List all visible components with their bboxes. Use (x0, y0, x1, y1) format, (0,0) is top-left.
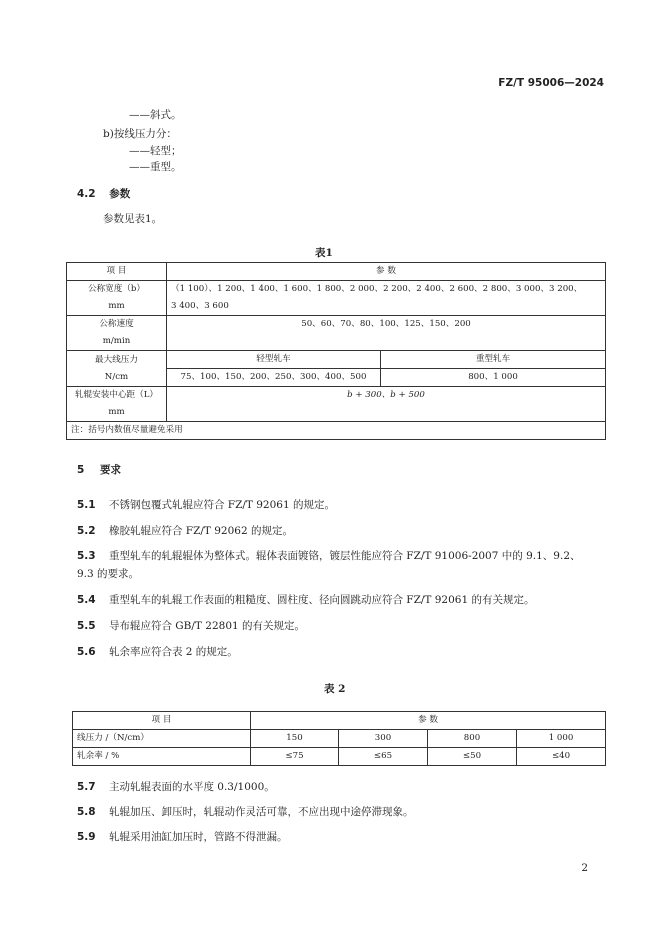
table-header-param: 参 数 (167, 263, 606, 281)
table-cell: ≤40 (517, 748, 606, 766)
section-title: 参数 (109, 188, 131, 200)
table-row (67, 316, 606, 351)
table-row (73, 712, 606, 730)
label-line: 公称速度 (99, 319, 134, 329)
clause-5-9 (77, 829, 287, 844)
table-cell: 150 (251, 730, 339, 748)
label-line: 轧辊安装中心距（L） (74, 390, 159, 400)
label-unit: N/cm (104, 371, 129, 382)
list-item-oblique: ——斜式。 (129, 109, 182, 121)
table-row (73, 748, 606, 766)
clause-text: 导布辊应符合 GB/T 22801 的有关规定。 (108, 620, 306, 632)
section-number: 4.2 (77, 188, 96, 200)
table-cell: ≤50 (428, 748, 517, 766)
row-label-pressure: 线压力 /（N/cm） (73, 730, 251, 748)
row-label-residue: 轧余率 / % (73, 748, 251, 766)
clause-text: 重型轧车的轧辊工作表面的粗糙度、圆柱度、径向圆跳动应符合 FZ/T 92061 的有关规定。 (108, 594, 535, 606)
label-unit: mm (108, 301, 125, 311)
clause-number: 5.3 (77, 550, 96, 562)
table-row (67, 281, 606, 316)
table-row (67, 387, 606, 422)
clause-text: 不锈钢包覆式轧辊应符合 FZ/T 92061 的规定。 (108, 499, 335, 511)
clause-number: 5.8 (77, 806, 96, 818)
clause-5-3 (77, 548, 581, 563)
clause-number: 5.7 (77, 781, 96, 793)
clause-5-6 (77, 644, 238, 659)
clause-text: 轧余率应符合表 2 的规定。 (108, 646, 238, 658)
light-roller-head: 轻型轧车 (167, 351, 381, 369)
clause-5-1 (77, 497, 335, 512)
table-cell: ≤65 (339, 748, 428, 766)
clause-5-4 (77, 592, 535, 607)
list-subheading-b: b)按线压力分： (103, 128, 177, 140)
value-line: 3 400、3 600 (171, 301, 229, 311)
label-line: 公称宽度（b） (87, 284, 146, 294)
label-unit: m/min (102, 336, 131, 346)
table-header-item: 项 目 (67, 263, 167, 281)
standard-number: FZ/T 95006—2024 (498, 77, 604, 89)
table-header-param: 参 数 (251, 712, 606, 730)
row-value-width (167, 281, 606, 316)
clause-5-7 (77, 779, 275, 794)
table-cell: 1 000 (517, 730, 606, 748)
table-row (67, 351, 606, 369)
clause-number: 5.5 (77, 620, 96, 632)
section-title: 要求 (99, 464, 121, 476)
clause-5-2 (77, 523, 293, 538)
table-cell: 800 (428, 730, 517, 748)
table1-caption: 表1 (315, 247, 333, 259)
light-roller-value: 75、100、150、200、250、300、400、500 (167, 369, 381, 387)
row-label-width (67, 281, 167, 316)
table1 (66, 262, 606, 440)
label-unit: mm (108, 407, 125, 417)
row-label-pressure (67, 351, 167, 387)
section-4-2-text: 参数见表1。 (103, 213, 163, 225)
label-line: 最大线压力 (95, 354, 138, 365)
clause-text: 轧辊采用油缸加压时，管路不得泄漏。 (108, 831, 288, 843)
section-5-heading (77, 462, 121, 477)
row-value-speed: 50、60、70、80、100、125、150、200 (167, 316, 606, 351)
section-number: 5 (77, 464, 85, 476)
value-line: （1 100）、1 200、1 400、1 600、1 800、2 000、2 200、2 400、2 600、2 800、3 000、3 200、 (171, 284, 583, 294)
table-row (73, 730, 606, 748)
section-4-2-heading (77, 186, 130, 201)
table2-caption: 表 2 (324, 683, 346, 695)
heavy-roller-value: 800、1 000 (381, 369, 606, 387)
clause-text: 重型轧车的轧辊辊体为整体式。辊体表面镀铬，镀层性能应符合 FZ/T 91006-2007 中的 9.1、9.2、 (108, 550, 581, 562)
list-item-light: ——轻型； (129, 145, 182, 157)
row-label-speed (67, 316, 167, 351)
table2 (72, 711, 606, 766)
clause-number: 5.4 (77, 594, 96, 606)
clause-5-3-continued: 9.3 的要求。 (77, 568, 140, 580)
table-row (67, 263, 606, 281)
clause-5-8 (77, 804, 413, 819)
row-label-distance (67, 387, 167, 422)
table1-note: 注：括号内数值尽量避免采用 (67, 422, 606, 440)
clause-number: 5.2 (77, 525, 96, 537)
clause-number: 5.9 (77, 831, 96, 843)
heavy-roller-head: 重型轧车 (381, 351, 606, 369)
table-row (67, 422, 606, 440)
table-cell: ≤75 (251, 748, 339, 766)
table-cell: 300 (339, 730, 428, 748)
list-item-heavy: ——重型。 (129, 161, 182, 173)
clause-number: 5.6 (77, 646, 96, 658)
clause-5-5 (77, 618, 305, 633)
clause-text: 轧辊加压、卸压时，轧辊动作灵活可靠，不应出现中途停滞现象。 (108, 806, 414, 818)
page-number: 2 (581, 862, 588, 874)
row-value-distance: b + 300、b + 500 (167, 387, 606, 422)
clause-text: 主动轧辊表面的水平度 0.3/1000。 (108, 781, 275, 793)
clause-text: 橡胶轧辊应符合 FZ/T 92062 的规定。 (108, 525, 293, 537)
table-header-item: 项 目 (73, 712, 251, 730)
clause-number: 5.1 (77, 499, 96, 511)
